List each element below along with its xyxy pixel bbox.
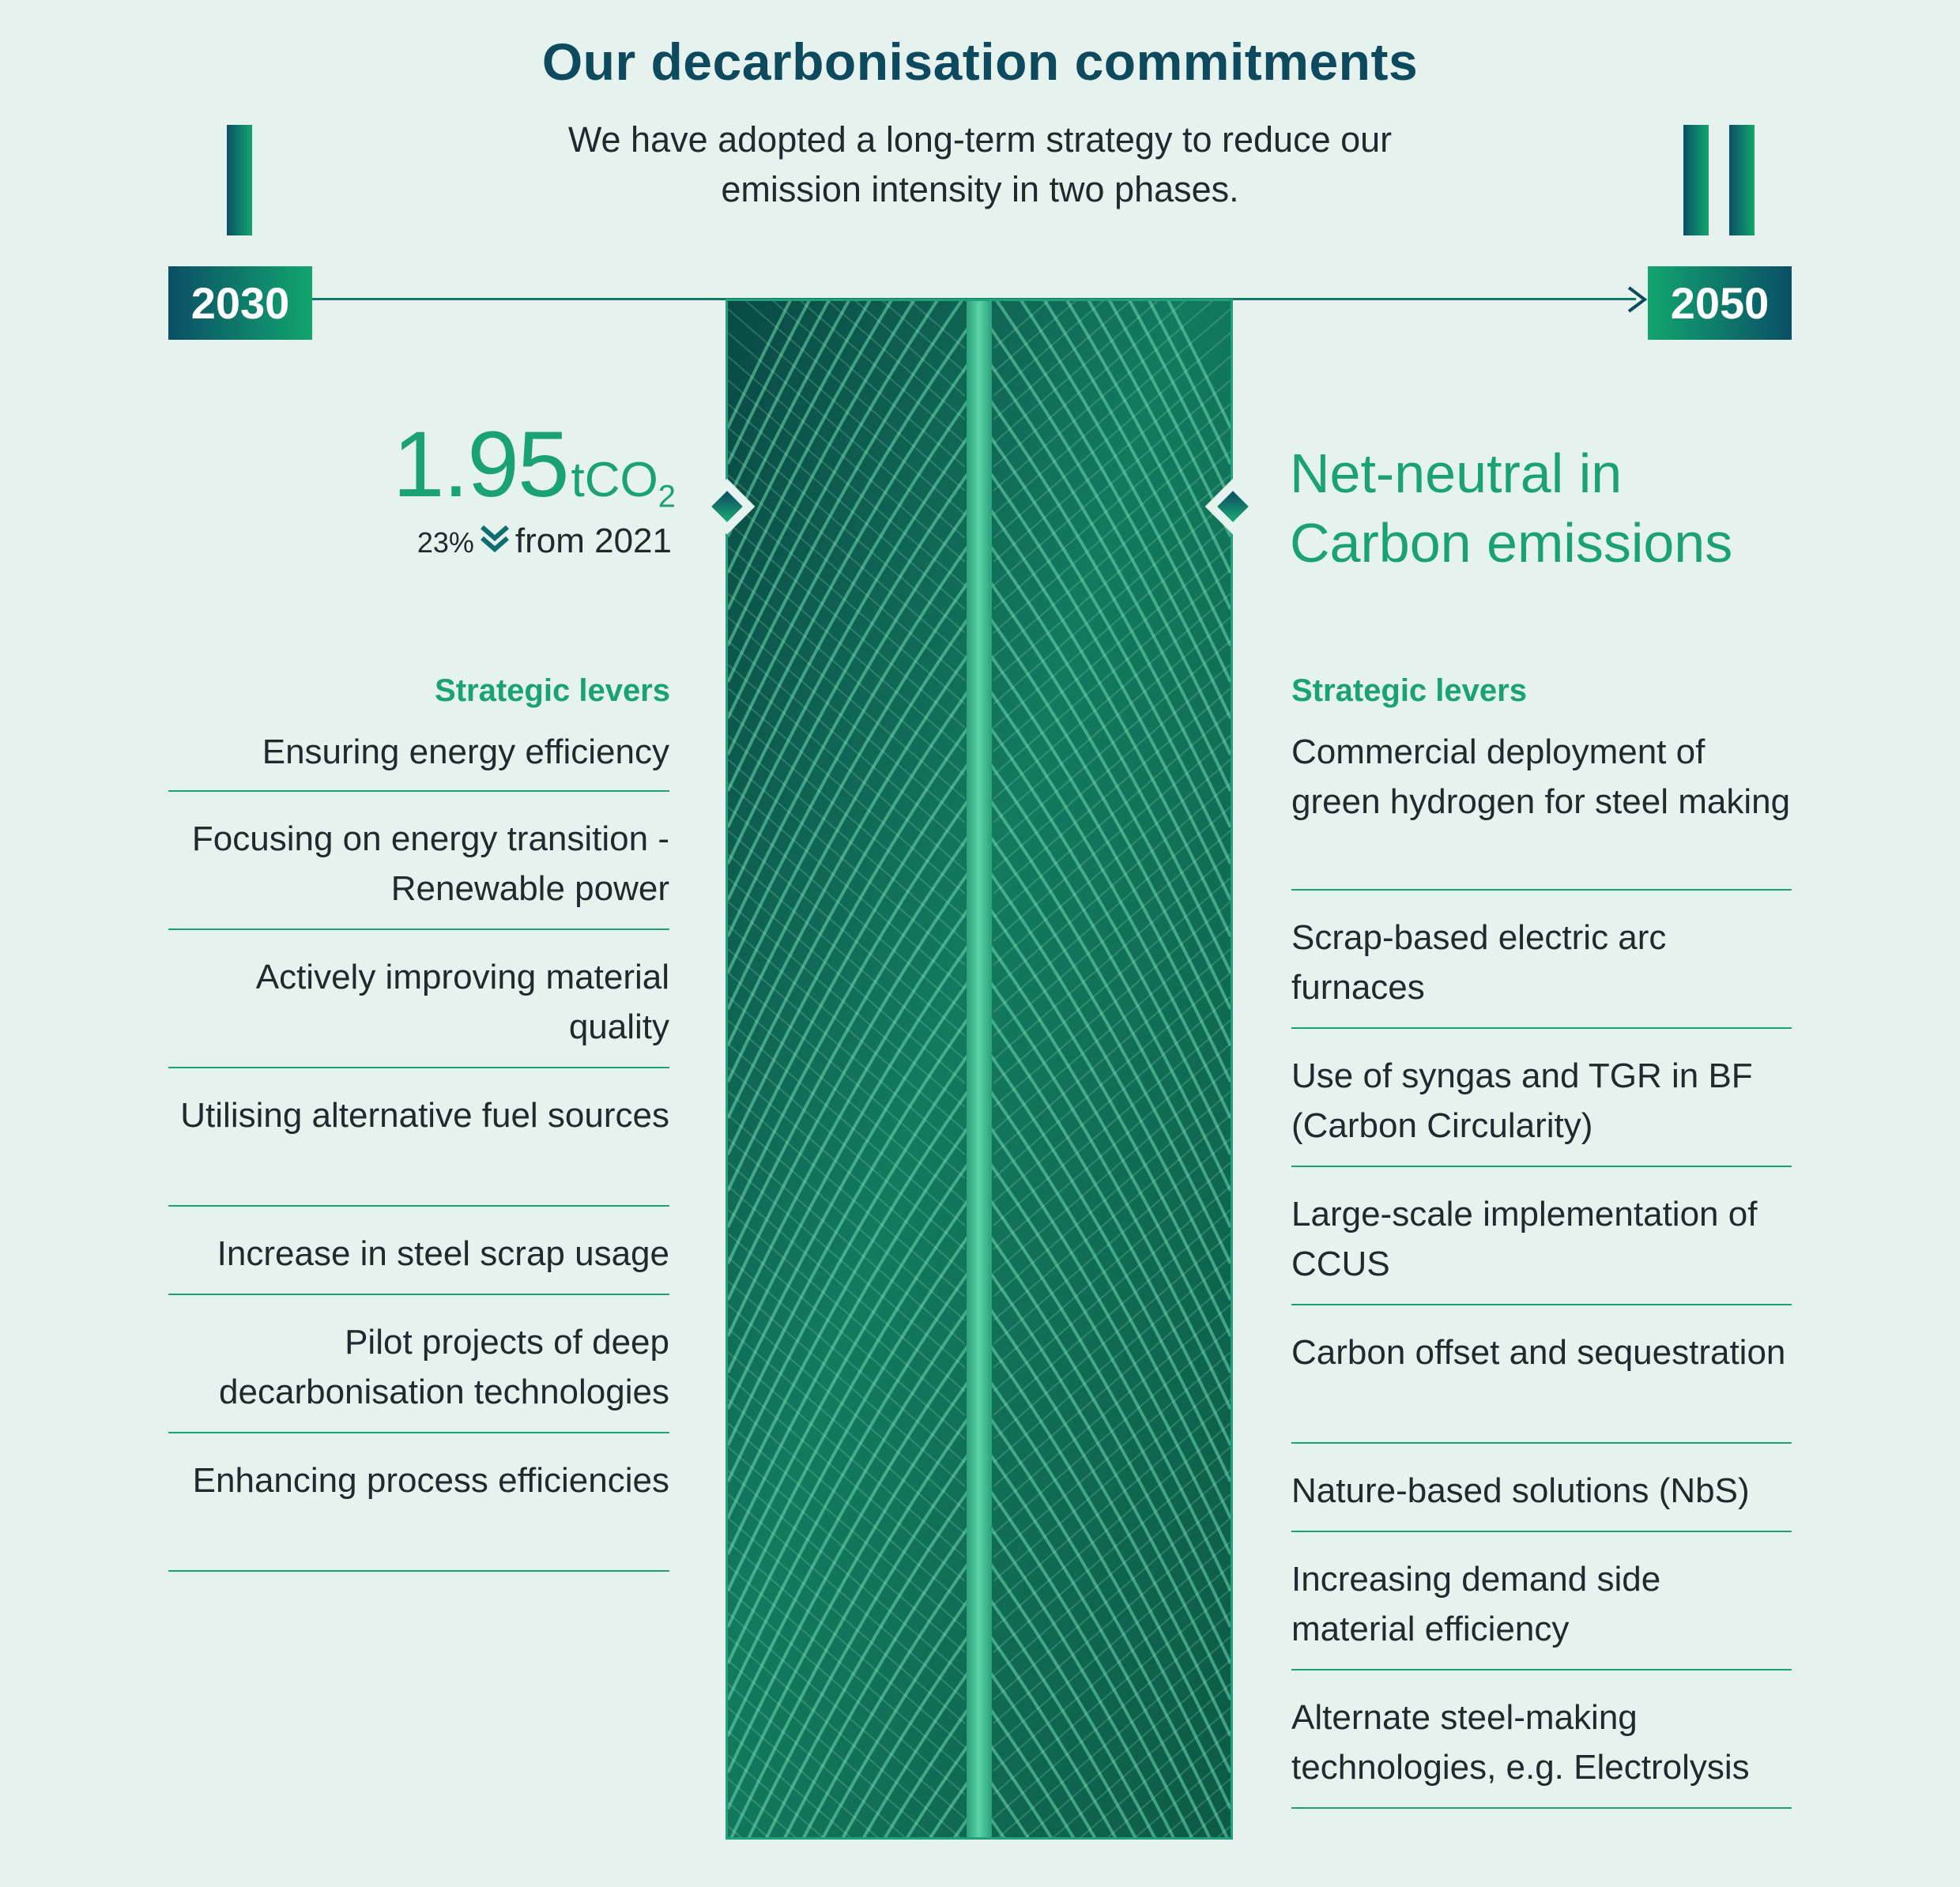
lever-item: Pilot projects of deep decarbonisation technologies bbox=[168, 1295, 669, 1433]
phase-two-marker-bar-2 bbox=[1729, 125, 1755, 235]
lever-item: Increasing demand side material efficiency bbox=[1291, 1532, 1792, 1670]
lever-item: Large-scale implementation of CCUS bbox=[1291, 1167, 1792, 1305]
lever-item: Commercial deployment of green hydrogen for steel making bbox=[1291, 727, 1792, 891]
levers-list-2030 bbox=[168, 727, 669, 1572]
phase-one-marker bbox=[227, 125, 252, 235]
lever-item: Actively improving material quality bbox=[168, 930, 669, 1068]
lever-item: Increase in steel scrap usage bbox=[168, 1207, 669, 1295]
lever-item: Focusing on energy transition - Renewable power bbox=[168, 792, 669, 930]
lever-item: Scrap-based electric arc furnaces bbox=[1291, 891, 1792, 1029]
target-unit: tCO$_2$ bbox=[571, 453, 676, 514]
lever-item: Utilising alternative fuel sources bbox=[168, 1068, 669, 1207]
lever-item: Ensuring energy efficiency bbox=[168, 727, 669, 792]
leaf-image bbox=[726, 299, 1233, 1840]
levers-list-2050 bbox=[1291, 727, 1792, 1809]
year-badge-2030: 2030 bbox=[168, 266, 312, 340]
target-2030-value bbox=[393, 411, 676, 518]
target-number: 1.95 bbox=[392, 412, 568, 517]
lever-item: Alternate steel-making technologies, e.g. Electrolysis bbox=[1291, 1670, 1792, 1809]
levers-heading-2050: Strategic levers bbox=[1291, 673, 1527, 708]
lever-item: Enhancing process efficiencies bbox=[168, 1433, 669, 1572]
page-title: Our decarbonisation commitments bbox=[541, 32, 1419, 91]
double-chevron-down-icon bbox=[479, 524, 511, 556]
lever-item: Carbon offset and sequestration bbox=[1291, 1305, 1792, 1444]
target-2050-statement: Net-neutral in Carbon emissions bbox=[1290, 443, 1733, 574]
leaf-illustration bbox=[728, 301, 1231, 1837]
page-subtitle: We have adopted a long-term strategy to reduce our emission intensity in two phases. bbox=[567, 119, 1393, 209]
reduction-suffix: from 2021 bbox=[514, 522, 672, 560]
lever-item: Use of syngas and TGR in BF (Carbon Circularity) bbox=[1291, 1029, 1792, 1167]
reduction-percent: 23% bbox=[416, 526, 474, 559]
year-badge-2050: 2050 bbox=[1648, 266, 1792, 340]
lever-item: Nature-based solutions (NbS) bbox=[1291, 1444, 1792, 1532]
timeline-arrow-icon bbox=[1624, 285, 1651, 314]
phase-two-marker-bar-1 bbox=[1683, 125, 1709, 235]
reduction-note bbox=[417, 522, 672, 561]
levers-heading-2030: Strategic levers bbox=[435, 673, 670, 708]
